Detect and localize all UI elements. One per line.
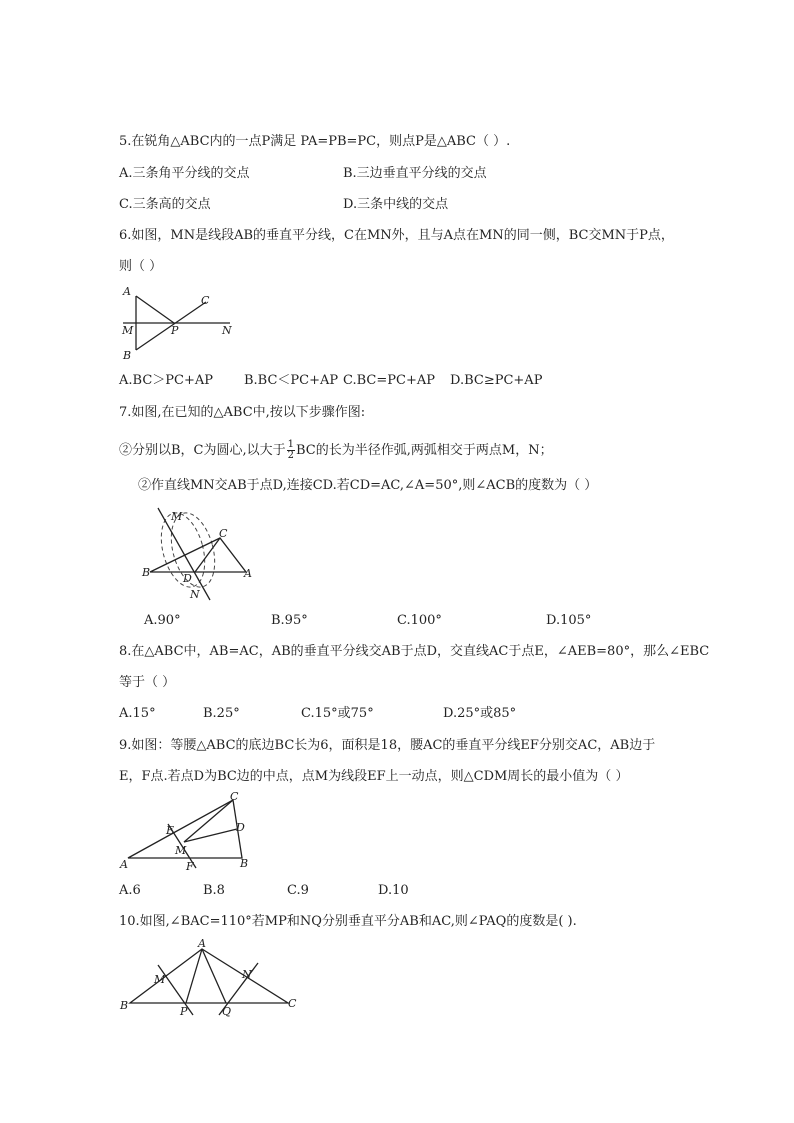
label-e: E	[166, 824, 175, 837]
label-b: B	[120, 999, 129, 1012]
q6-option-b: B.BC＜PC+AP	[244, 373, 339, 388]
q7-option-d: D.105°	[546, 613, 592, 628]
q5-option-a: A.三条角平分线的交点	[119, 166, 250, 181]
label-m: M	[122, 324, 134, 337]
label-n: N	[242, 968, 252, 981]
label-c: C	[201, 294, 210, 307]
q9-stem-line2: E，F点.若点D为BC边的中点，点M为线段EF上一动点，则△CDM周长的最小值为（ ）	[119, 769, 629, 784]
label-c: C	[230, 790, 239, 803]
q7-option-b: B.95°	[271, 613, 308, 628]
label-c: C	[219, 527, 228, 540]
q8-option-c: C.15°或75°	[301, 706, 374, 721]
label-m: M	[175, 844, 187, 857]
q6-stem-line2: 则（ ）	[119, 259, 163, 274]
q7-step1-after: BC的长为半径作弧,两弧相交于两点M，N；	[296, 443, 553, 458]
q8-option-a: A.15°	[119, 706, 156, 721]
label-d: D	[236, 821, 245, 834]
q7-option-a: A.90°	[144, 613, 181, 628]
q8-option-d: D.25°或85°	[443, 706, 517, 721]
label-a: A	[123, 285, 131, 298]
segment-ap	[136, 296, 174, 323]
label-b: B	[240, 857, 249, 870]
q5-option-c: C.三条高的交点	[119, 197, 211, 212]
label-n: N	[222, 324, 232, 337]
segment-cd	[195, 538, 220, 572]
q6-figure	[118, 282, 238, 366]
q5-option-d: D.三条中线的交点	[343, 197, 449, 212]
line-mn	[158, 508, 210, 600]
label-b: B	[123, 349, 132, 362]
fraction-denominator: 2	[287, 450, 295, 461]
q7-figure	[138, 500, 263, 609]
label-f: F	[186, 860, 194, 873]
label-n: N	[190, 588, 200, 601]
q8-stem-line2: 等于（ ）	[119, 675, 176, 690]
q7-step1-before: ②分别以B，C为圆心,以大于	[119, 443, 286, 458]
q8-stem-line1: 8.在△ABC中，AB=AC，AB的垂直平分线交AB于点D，交直线AC于点E，∠AEB=80°，那么∠EBC	[119, 644, 710, 659]
q7-step2: ②作直线MN交AB于点D,连接CD.若CD=AC,∠A=50°,则∠ACB的度数为（ ）	[138, 478, 598, 493]
q5-stem: 5.在锐角△ABC内的一点P满足 PA=PB=PC，则点P是△ABC（ ）.	[119, 134, 511, 149]
label-d: D	[183, 572, 192, 585]
q9-stem-line1: 9.如图：等腰△ABC的底边BC长为6，面积是18，腰AC的垂直平分线EF分别交AC，AB边于	[119, 738, 656, 753]
fraction-half	[287, 440, 295, 461]
label-a: A	[198, 937, 206, 950]
q6-option-c: C.BC=PC+AP	[343, 373, 435, 388]
q5-option-b: B.三边垂直平分线的交点	[343, 166, 487, 181]
label-a: A	[244, 567, 252, 580]
q9-option-b: B.8	[203, 883, 225, 898]
q7-stem: 7.如图,在已知的△ABC中,按以下步骤作图:	[119, 405, 366, 420]
label-a: A	[120, 858, 128, 871]
segment-ap	[186, 949, 202, 1003]
q7-step1	[119, 440, 553, 461]
label-m: M	[154, 973, 166, 986]
q10-figure	[118, 935, 303, 1024]
q6-option-a: A.BC＞PC+AP	[119, 373, 213, 388]
label-p: P	[171, 324, 179, 337]
q8-option-b: B.25°	[203, 706, 240, 721]
label-c: C	[288, 997, 297, 1010]
q6-option-d: D.BC≥PC+AP	[450, 373, 543, 388]
q9-figure	[118, 790, 258, 879]
label-b: B	[142, 566, 151, 579]
q10-stem: 10.如图,∠BAC=110°若MP和NQ分别垂直平分AB和AC,则∠PAQ的度数是( ).	[119, 914, 577, 929]
q6-stem-line1: 6.如图，MN是线段AB的垂直平分线，C在MN外，且与A点在MN的同一侧，BC交MN于P点，	[119, 228, 674, 243]
label-p: P	[180, 1005, 188, 1018]
q9-option-d: D.10	[378, 883, 409, 898]
q7-option-c: C.100°	[397, 613, 442, 628]
q9-option-c: C.9	[287, 883, 309, 898]
label-q: Q	[222, 1005, 232, 1018]
fraction-numerator: 1	[287, 439, 295, 450]
q9-option-a: A.6	[119, 883, 141, 898]
label-m: M	[171, 510, 183, 523]
